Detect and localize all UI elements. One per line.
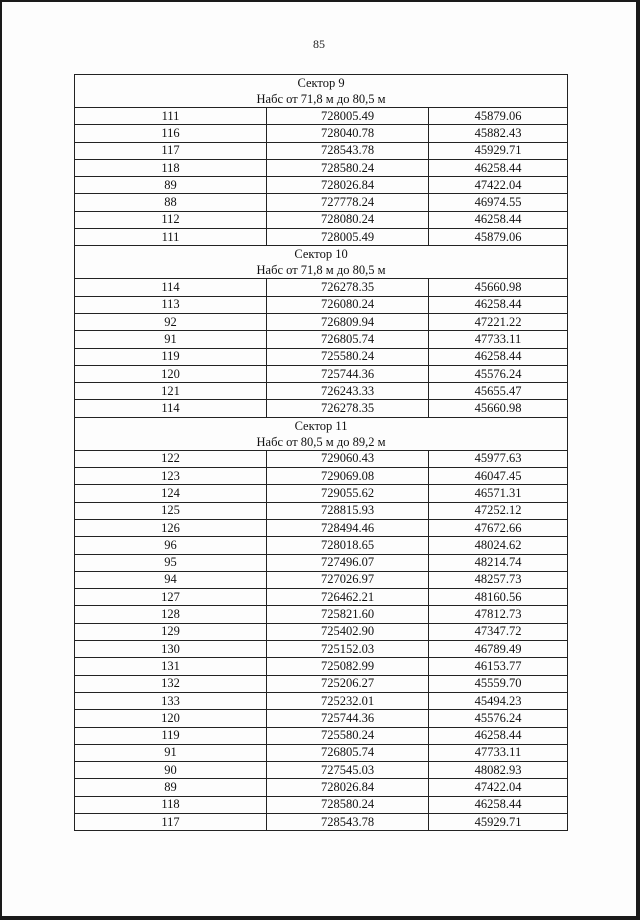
table-row (75, 365, 568, 382)
x-coordinate-cell: 725232.01 (267, 692, 429, 709)
point-number-cell: 114 (75, 279, 267, 296)
x-coordinate-cell: 728018.65 (267, 537, 429, 554)
y-coordinate-cell: 47422.04 (429, 779, 568, 796)
point-number-cell: 111 (75, 229, 267, 246)
y-coordinate-cell: 45879.06 (429, 229, 568, 246)
point-number-cell: 133 (75, 692, 267, 709)
x-coordinate-cell: 725744.36 (267, 365, 429, 382)
point-number-cell: 95 (75, 554, 267, 571)
y-coordinate-cell: 46789.49 (429, 641, 568, 658)
table-row (75, 623, 568, 640)
point-number-cell: 118 (75, 796, 267, 813)
sector-header-row (75, 246, 568, 279)
x-coordinate-cell: 726278.35 (267, 279, 429, 296)
x-coordinate-cell: 726462.21 (267, 589, 429, 606)
y-coordinate-cell: 48160.56 (429, 589, 568, 606)
x-coordinate-cell: 728005.49 (267, 108, 429, 125)
x-coordinate-cell: 728494.46 (267, 519, 429, 536)
y-coordinate-cell: 45929.71 (429, 142, 568, 159)
table-row (75, 554, 568, 571)
point-number-cell: 119 (75, 348, 267, 365)
point-number-cell: 92 (75, 313, 267, 330)
point-number-cell: 121 (75, 383, 267, 400)
table-row (75, 400, 568, 417)
x-coordinate-cell: 727545.03 (267, 762, 429, 779)
x-coordinate-cell: 728026.84 (267, 779, 429, 796)
sector-title: Сектор 9 (297, 76, 345, 90)
table-row (75, 502, 568, 519)
y-coordinate-cell: 45576.24 (429, 365, 568, 382)
table-row (75, 675, 568, 692)
table-row (75, 296, 568, 313)
x-coordinate-cell: 726278.35 (267, 400, 429, 417)
x-coordinate-cell: 726809.94 (267, 313, 429, 330)
sector-header (75, 75, 568, 108)
y-coordinate-cell: 45559.70 (429, 675, 568, 692)
table-row (75, 313, 568, 330)
x-coordinate-cell: 727778.24 (267, 194, 429, 211)
x-coordinate-cell: 728543.78 (267, 813, 429, 830)
y-coordinate-cell: 46258.44 (429, 727, 568, 744)
sector-elevation-range: Набс от 80,5 м до 89,2 м (256, 434, 386, 449)
y-coordinate-cell: 47672.66 (429, 519, 568, 536)
point-number-cell: 111 (75, 108, 267, 125)
y-coordinate-cell: 45660.98 (429, 400, 568, 417)
y-coordinate-cell: 46571.31 (429, 485, 568, 502)
page-number: 85 (313, 37, 325, 51)
point-number-cell: 130 (75, 641, 267, 658)
table-row (75, 194, 568, 211)
y-coordinate-cell: 45882.43 (429, 125, 568, 142)
y-coordinate-cell: 47347.72 (429, 623, 568, 640)
point-number-cell: 96 (75, 537, 267, 554)
y-coordinate-cell: 45576.24 (429, 710, 568, 727)
table-row (75, 710, 568, 727)
y-coordinate-cell: 46258.44 (429, 159, 568, 176)
x-coordinate-cell: 728080.24 (267, 211, 429, 228)
y-coordinate-cell: 45660.98 (429, 279, 568, 296)
x-coordinate-cell: 725580.24 (267, 348, 429, 365)
document-page (2, 2, 636, 916)
point-number-cell: 129 (75, 623, 267, 640)
point-number-cell: 125 (75, 502, 267, 519)
y-coordinate-cell: 48024.62 (429, 537, 568, 554)
x-coordinate-cell: 728580.24 (267, 796, 429, 813)
point-number-cell: 90 (75, 762, 267, 779)
table-row (75, 727, 568, 744)
table-row (75, 779, 568, 796)
point-number-cell: 127 (75, 589, 267, 606)
x-coordinate-cell: 728005.49 (267, 229, 429, 246)
x-coordinate-cell: 728543.78 (267, 142, 429, 159)
y-coordinate-cell: 45879.06 (429, 108, 568, 125)
y-coordinate-cell: 46153.77 (429, 658, 568, 675)
x-coordinate-cell: 725082.99 (267, 658, 429, 675)
point-number-cell: 91 (75, 331, 267, 348)
table-row (75, 125, 568, 142)
y-coordinate-cell: 45494.23 (429, 692, 568, 709)
x-coordinate-cell: 726243.33 (267, 383, 429, 400)
x-coordinate-cell: 726080.24 (267, 296, 429, 313)
table-row (75, 331, 568, 348)
y-coordinate-cell: 47252.12 (429, 502, 568, 519)
y-coordinate-cell: 47733.11 (429, 744, 568, 761)
x-coordinate-cell: 725580.24 (267, 727, 429, 744)
point-number-cell: 89 (75, 177, 267, 194)
point-number-cell: 114 (75, 400, 267, 417)
point-number-cell: 128 (75, 606, 267, 623)
table-row (75, 658, 568, 675)
point-number-cell: 118 (75, 159, 267, 176)
table-row (75, 641, 568, 658)
y-coordinate-cell: 46974.55 (429, 194, 568, 211)
point-number-cell: 117 (75, 813, 267, 830)
y-coordinate-cell: 46258.44 (429, 296, 568, 313)
x-coordinate-cell: 725152.03 (267, 641, 429, 658)
x-coordinate-cell: 728580.24 (267, 159, 429, 176)
x-coordinate-cell: 728026.84 (267, 177, 429, 194)
y-coordinate-cell: 45929.71 (429, 813, 568, 830)
y-coordinate-cell: 47812.73 (429, 606, 568, 623)
x-coordinate-cell: 727496.07 (267, 554, 429, 571)
y-coordinate-cell: 45977.63 (429, 450, 568, 467)
y-coordinate-cell: 46258.44 (429, 211, 568, 228)
x-coordinate-cell: 726805.74 (267, 744, 429, 761)
sector-header-row (75, 75, 568, 108)
table-row (75, 450, 568, 467)
y-coordinate-cell: 47733.11 (429, 331, 568, 348)
x-coordinate-cell: 729069.08 (267, 468, 429, 485)
y-coordinate-cell: 46258.44 (429, 796, 568, 813)
y-coordinate-cell: 46047.45 (429, 468, 568, 485)
table-row (75, 159, 568, 176)
x-coordinate-cell: 728040.78 (267, 125, 429, 142)
y-coordinate-cell: 48214.74 (429, 554, 568, 571)
x-coordinate-cell: 725206.27 (267, 675, 429, 692)
x-coordinate-cell: 729060.43 (267, 450, 429, 467)
table-row (75, 762, 568, 779)
table-row (75, 142, 568, 159)
point-number-cell: 126 (75, 519, 267, 536)
table-row (75, 519, 568, 536)
sector-elevation-range: Набс от 71,8 м до 80,5 м (256, 263, 386, 278)
sector-title: Сектор 10 (294, 247, 348, 262)
point-number-cell: 124 (75, 485, 267, 502)
sector-header (75, 417, 568, 450)
point-number-cell: 94 (75, 571, 267, 588)
x-coordinate-cell: 728815.93 (267, 502, 429, 519)
table-row (75, 537, 568, 554)
y-coordinate-cell: 48257.73 (429, 571, 568, 588)
point-number-cell: 91 (75, 744, 267, 761)
table-row (75, 108, 568, 125)
x-coordinate-cell: 725744.36 (267, 710, 429, 727)
table-row (75, 229, 568, 246)
point-number-cell: 112 (75, 211, 267, 228)
sector-title: Сектор 11 (294, 418, 348, 433)
x-coordinate-cell: 726805.74 (267, 331, 429, 348)
point-number-cell: 119 (75, 727, 267, 744)
point-number-cell: 117 (75, 142, 267, 159)
table-row (75, 796, 568, 813)
y-coordinate-cell: 46258.44 (429, 348, 568, 365)
point-number-cell: 123 (75, 468, 267, 485)
table-row (75, 692, 568, 709)
coordinates-table-body (75, 75, 568, 831)
table-row (75, 813, 568, 830)
point-number-cell: 88 (75, 194, 267, 211)
point-number-cell: 113 (75, 296, 267, 313)
point-number-cell: 132 (75, 675, 267, 692)
table-row (75, 571, 568, 588)
table-row (75, 589, 568, 606)
point-number-cell: 116 (75, 125, 267, 142)
y-coordinate-cell: 45655.47 (429, 383, 568, 400)
point-number-cell: 131 (75, 658, 267, 675)
table-row (75, 177, 568, 194)
x-coordinate-cell: 727026.97 (267, 571, 429, 588)
sector-header (75, 246, 568, 279)
y-coordinate-cell: 47422.04 (429, 177, 568, 194)
coordinates-table (74, 74, 568, 831)
table-row (75, 279, 568, 296)
x-coordinate-cell: 729055.62 (267, 485, 429, 502)
table-row (75, 348, 568, 365)
x-coordinate-cell: 725402.90 (267, 623, 429, 640)
sector-header-row (75, 417, 568, 450)
y-coordinate-cell: 48082.93 (429, 762, 568, 779)
y-coordinate-cell: 47221.22 (429, 313, 568, 330)
point-number-cell: 89 (75, 779, 267, 796)
sector-elevation-range: Набс от 71,8 м до 80,5 м (256, 92, 386, 106)
table-row (75, 383, 568, 400)
point-number-cell: 120 (75, 365, 267, 382)
point-number-cell: 122 (75, 450, 267, 467)
table-row (75, 211, 568, 228)
table-row (75, 485, 568, 502)
x-coordinate-cell: 725821.60 (267, 606, 429, 623)
table-row (75, 606, 568, 623)
table-row (75, 744, 568, 761)
point-number-cell: 120 (75, 710, 267, 727)
table-row (75, 468, 568, 485)
